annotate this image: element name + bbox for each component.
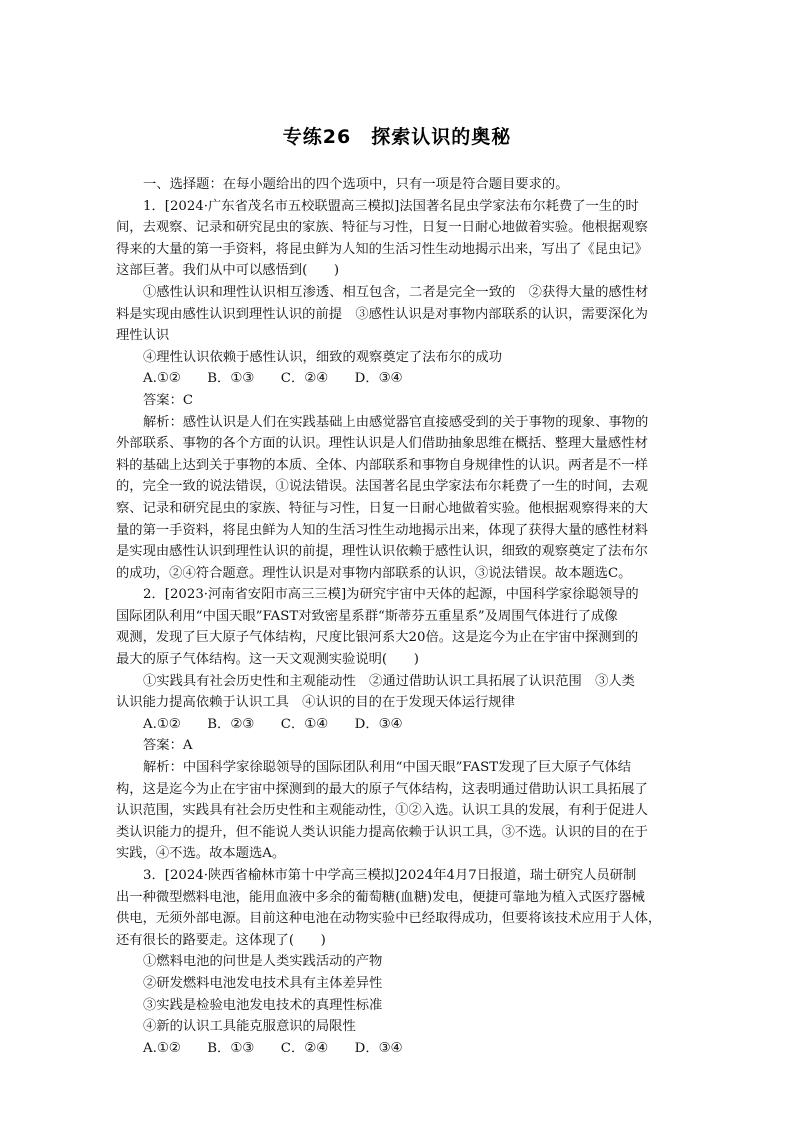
text-line: 一、选择题：在每小题给出的四个选项中，只有一项是符合题目要求的。: [143, 177, 569, 192]
text-line: 认识能力提高依赖于认识工具 ④认识的目的在于发现天体运行规律: [116, 695, 515, 711]
text-line: 最大的原子气体结构。这一天文观测实验说明( ): [116, 652, 419, 668]
text-line: 还有很长的路要走。这体现了( ): [116, 932, 326, 948]
text-line: ①感性认识和理性认识相互渗透、相互包含，二者是完全一致的 ②获得大量的感性材: [143, 284, 649, 300]
text-line: 国际团队利用“中国天眼”FAST对致密星系群“斯蒂芬五重星系”及周围气体进行了成像: [116, 608, 618, 624]
text-line: 这部巨著。我们从中可以感悟到( ): [116, 263, 340, 279]
text-line: 1．[2024·广东省茂名市五校联盟高三模拟]法国著名昆虫学家法布尔耗费了一生的时: [143, 198, 639, 214]
text-line: 理性认识: [116, 328, 170, 344]
text-line: A.①② B．①③ C．②④ D．③④: [143, 1040, 403, 1056]
text-line: 类认识能力的提升，但不能说人类认识能力提高依赖于认识工具，③不选。认识的目的在于: [116, 824, 648, 840]
text-line: 答案：A: [143, 738, 193, 754]
text-line: 量的第一手资料，将昆虫鲜为人知的生活习性生动地揭示出来，体现了获得大量的感性材料: [116, 522, 648, 538]
text-line: 料是实现由感性认识到理性认识的前提 ③感性认识是对事物内部联系的认识，需要深化为: [116, 306, 648, 322]
text-line: 3．[2024·陕西省榆林市第十中学高三模拟]2024年4月7日报道，瑞士研究人员研制: [143, 868, 637, 883]
text-line: 观测，发现了巨大原子气体结构，尺度比银河系大20倍。这是迄今为止在宇宙中探测到的: [116, 630, 639, 646]
text-line: 出一种微型燃料电池，能用血液中多余的葡萄糖(血糖)发电，便捷可靠地为植入式医疗器械: [116, 889, 645, 905]
text-line: 是实现由感性认识到理性认识的前提，理性认识依赖于感性认识，细致的观察奠定了法布尔: [116, 544, 648, 560]
text-line: 解析：感性认识是人们在实践基础上由感觉器官直接感受到的关于事物的现象、事物的: [143, 414, 649, 430]
text-line: 认识范围，实践具有社会历史性和主观能动性，①②入选。认识工具的发展，有利于促进人: [116, 803, 648, 819]
text-line: 的成功，②④符合题意。理性认识是对事物内部联系的认识，③说法错误。故本题选C。: [116, 565, 632, 581]
page-title: 专练26 探索认识的奥秘: [282, 126, 512, 148]
text-line: ②研发燃料电池发电技术具有主体差异性: [143, 975, 383, 991]
text-line: 实践，④不选。故本题选A。: [116, 846, 286, 862]
text-line: ③实践是检验电池发电技术的真理性标准: [143, 997, 383, 1013]
text-line: ④新的认识工具能克服意识的局限性: [143, 1019, 356, 1035]
text-line: 间，去观察、记录和研究昆虫的家族、特征与习性，日复一日耐心地做着实验。他根据观察: [116, 220, 648, 236]
text-line: ④理性认识依赖于感性认识，细致的观察奠定了法布尔的成功: [143, 349, 503, 365]
text-line: A.①② B．②③ C．①④ D．③④: [143, 716, 403, 732]
text-line: 得来的大量的第一手资料，将昆虫鲜为人知的生活习性生动地揭示出来，写出了《昆虫记》: [116, 241, 648, 257]
text-line: 察、记录和研究昆虫的家族、特征与习性，日复一日耐心地做着实验。他根据观察得来的大: [116, 500, 648, 516]
text-line: 答案：C: [143, 392, 194, 408]
text-line: 供电，无须外部电源。目前这种电池在动物实验中已经取得成功，但要将该技术应用于人体，: [116, 911, 662, 927]
text-line: A.①② B．①③ C．②④ D．③④: [143, 371, 403, 387]
text-line: ①实践具有社会历史性和主观能动性 ②通过借助认识工具拓展了认识范围 ③人类: [143, 673, 635, 689]
text-line: 的，完全一致的说法错误，①说法错误。法国著名昆虫学家法布尔耗费了一生的时间，去观: [116, 479, 648, 495]
text-line: 构，这是迄今为止在宇宙中探测到的最大的原子气体结构，这表明通过借助认识工具拓展了: [116, 781, 648, 797]
text-line: 外部联系、事物的各个方面的认识。理性认识是人们借助抽象思维在概括、整理大量感性材: [116, 436, 648, 452]
document-body: [116, 174, 676, 1059]
text-line: 2．[2023·河南省安阳市高三三模]为研究宇宙中天体的起源，中国科学家徐聪领导的: [143, 587, 639, 603]
text-line: ①燃料电池的问世是人类实践活动的产物: [143, 954, 383, 970]
text-line: 料的基础上达到关于事物的本质、全体、内部联系和事物自身规律性的认识。两者是不一样: [116, 457, 648, 473]
text-line: 解析：中国科学家徐聪领导的国际团队利用“中国天眼”FAST发现了巨大原子气体结: [143, 760, 632, 776]
